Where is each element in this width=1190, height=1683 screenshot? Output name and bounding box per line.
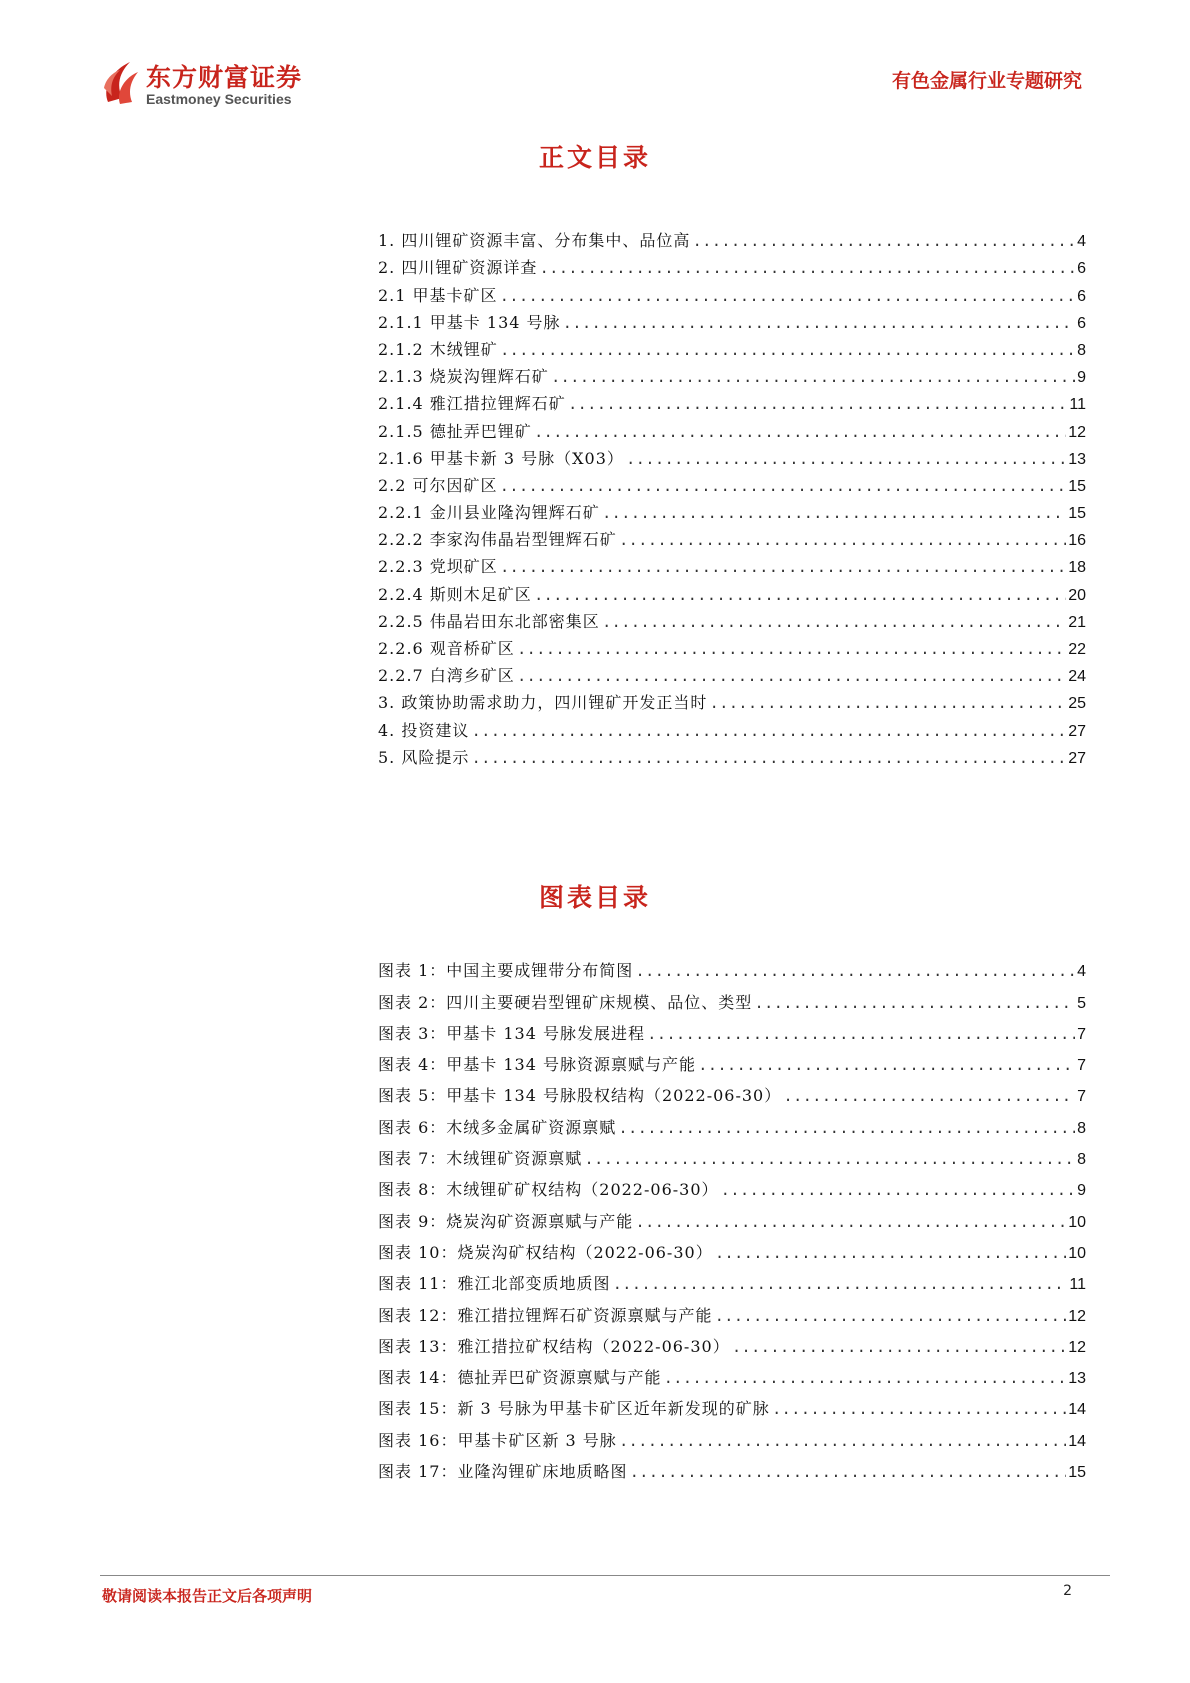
- toc-entry-label: 2.2.4 斯则木足矿区: [378, 584, 532, 604]
- body-toc-entry[interactable]: [378, 605, 1086, 632]
- toc-entry-page: 14: [1068, 1432, 1086, 1450]
- toc-entry-page: 16: [1068, 532, 1086, 550]
- toc-entry-page: 9: [1077, 369, 1086, 387]
- toc-entry-page: 15: [1068, 505, 1086, 523]
- body-toc-entry[interactable]: [378, 360, 1086, 387]
- toc-dot-leader: [517, 668, 1066, 686]
- footer-divider: [100, 1575, 1110, 1576]
- toc-entry-label: 图表 9：烧炭沟矿资源禀赋与产能: [378, 1211, 634, 1231]
- company-logo: [100, 58, 330, 114]
- toc-entry-label: 图表 4：甲基卡 134 号脉资源禀赋与产能: [378, 1055, 696, 1075]
- toc-entry-page: 24: [1068, 668, 1086, 686]
- figure-toc-entry[interactable]: [378, 1075, 1086, 1106]
- body-toc-entry[interactable]: [378, 469, 1086, 496]
- body-toc-entry[interactable]: [378, 713, 1086, 740]
- toc-entry-label: 2.1.2 木绒锂矿: [378, 339, 498, 359]
- body-toc-entry[interactable]: [378, 414, 1086, 441]
- toc-entry-page: 6: [1077, 260, 1086, 278]
- toc-dot-leader: [714, 1308, 1066, 1326]
- figure-toc-entry[interactable]: [378, 1200, 1086, 1231]
- toc-dot-leader: [584, 1151, 1075, 1169]
- toc-dot-leader: [772, 1401, 1066, 1419]
- toc-dot-leader: [534, 587, 1066, 605]
- toc-entry-page: 25: [1068, 695, 1086, 713]
- toc-entry-page: 21: [1068, 613, 1086, 631]
- toc-entry-label: 图表 2：四川主要硬岩型锂矿床规模、品位、类型: [378, 992, 753, 1012]
- toc-dot-leader: [551, 369, 1075, 387]
- toc-dot-leader: [500, 288, 1076, 306]
- body-toc-entry[interactable]: [378, 333, 1086, 360]
- toc-entry-label: 2.1.5 德扯弄巴锂矿: [378, 421, 532, 441]
- figure-toc-entry[interactable]: [378, 1232, 1086, 1263]
- toc-entry-label: 2. 四川锂矿资源详查: [378, 258, 538, 278]
- toc-entry-label: 图表 12：雅江措拉锂辉石矿资源禀赋与产能: [378, 1305, 713, 1325]
- toc-entry-label: 图表 5：甲基卡 134 号脉股权结构（2022-06-30）: [378, 1086, 782, 1106]
- toc-entry-page: 4: [1077, 233, 1086, 251]
- toc-dot-leader: [602, 614, 1066, 632]
- figure-toc-entry[interactable]: [378, 950, 1086, 981]
- toc-entry-page: 15: [1068, 1464, 1086, 1482]
- toc-dot-leader: [500, 559, 1066, 577]
- toc-dot-leader: [754, 995, 1075, 1013]
- page-number: 2: [1063, 1583, 1072, 1599]
- toc-entry-label: 图表 16：甲基卡矿区新 3 号脉: [378, 1430, 617, 1450]
- body-toc-list: [378, 224, 1086, 768]
- toc-entry-page: 15: [1068, 477, 1086, 495]
- figure-toc-entry[interactable]: [378, 1013, 1086, 1044]
- toc-dot-leader: [612, 1276, 1067, 1294]
- toc-dot-leader: [709, 695, 1066, 713]
- toc-entry-page: 18: [1068, 559, 1086, 577]
- toc-entry-label: 2.2.2 李家沟伟晶岩型锂辉石矿: [378, 530, 617, 550]
- report-category-title: 有色金属行业专题研究: [891, 70, 1082, 92]
- toc-entry-page: 8: [1077, 341, 1086, 359]
- toc-entry-page: 4: [1077, 963, 1086, 981]
- toc-entry-label: 2.1.1 甲基卡 134 号脉: [378, 312, 561, 332]
- toc-entry-page: 12: [1068, 423, 1086, 441]
- toc-entry-label: 2.1.6 甲基卡新 3 号脉（X03）: [378, 448, 624, 468]
- toc-dot-leader: [732, 1339, 1067, 1357]
- toc-entry-label: 图表 7：木绒锂矿资源禀赋: [378, 1149, 583, 1169]
- logo-english-name: Eastmoney Securities: [146, 91, 292, 107]
- toc-entry-page: 11: [1069, 1276, 1086, 1294]
- toc-dot-leader: [629, 1464, 1066, 1482]
- toc-entry-page: 8: [1077, 1151, 1086, 1169]
- toc-entry-page: 20: [1068, 586, 1086, 604]
- toc-dot-leader: [698, 1057, 1075, 1075]
- figure-toc-title: 图表目录: [538, 883, 651, 912]
- toc-dot-leader: [539, 260, 1075, 278]
- toc-entry-label: 2.2.7 白湾乡矿区: [378, 666, 515, 686]
- body-toc-entry[interactable]: [378, 686, 1086, 713]
- toc-entry-page: 10: [1068, 1244, 1086, 1262]
- toc-entry-label: 图表 3：甲基卡 134 号脉发展进程: [378, 1023, 645, 1043]
- body-toc-entry[interactable]: [378, 442, 1086, 469]
- figure-toc-entry[interactable]: [378, 1263, 1086, 1294]
- figure-toc-entry[interactable]: [378, 1451, 1086, 1482]
- toc-entry-label: 2.2 可尔因矿区: [378, 475, 498, 495]
- toc-entry-page: 7: [1077, 1057, 1086, 1075]
- toc-entry-page: 11: [1069, 396, 1086, 414]
- toc-entry-page: 13: [1068, 450, 1086, 468]
- toc-entry-page: 7: [1077, 1088, 1086, 1106]
- figure-toc-entry[interactable]: [378, 1294, 1086, 1325]
- toc-entry-label: 图表 8：木绒锂矿矿权结构（2022-06-30）: [378, 1180, 719, 1200]
- toc-entry-label: 2.2.1 金川县业隆沟锂辉石矿: [378, 503, 600, 523]
- body-toc-entry[interactable]: [378, 496, 1086, 523]
- body-toc-entry[interactable]: [378, 224, 1086, 251]
- toc-entry-page: 6: [1077, 314, 1086, 332]
- toc-dot-leader: [471, 750, 1066, 768]
- toc-entry-label: 图表 13：雅江措拉矿权结构（2022-06-30）: [378, 1336, 730, 1356]
- toc-dot-leader: [647, 1026, 1075, 1044]
- toc-entry-label: 3. 政策协助需求助力，四川锂矿开发正当时: [378, 693, 708, 713]
- toc-entry-label: 图表 15：新 3 号脉为甲基卡矿区近年新发现的矿脉: [378, 1399, 770, 1419]
- toc-dot-leader: [635, 1214, 1066, 1232]
- toc-entry-page: 10: [1068, 1213, 1086, 1231]
- toc-entry-page: 9: [1077, 1182, 1086, 1200]
- toc-dot-leader: [626, 451, 1066, 469]
- body-toc-title: 正文目录: [538, 143, 651, 172]
- toc-entry-page: 8: [1077, 1119, 1086, 1137]
- toc-dot-leader: [534, 424, 1066, 442]
- toc-entry-label: 1. 四川锂矿资源丰富、分布集中、品位高: [378, 231, 691, 251]
- logo-chinese-name: 东方财富证券: [146, 63, 303, 92]
- toc-entry-page: 7: [1077, 1025, 1086, 1043]
- figure-toc-entry[interactable]: [378, 1419, 1086, 1450]
- toc-entry-page: 27: [1068, 749, 1086, 767]
- toc-entry-page: 27: [1068, 722, 1086, 740]
- body-toc-entry[interactable]: [378, 251, 1086, 278]
- toc-dot-leader: [563, 315, 1076, 333]
- toc-entry-label: 图表 10：烧炭沟矿权结构（2022-06-30）: [378, 1242, 713, 1262]
- toc-entry-page: 6: [1077, 287, 1086, 305]
- body-toc-entry[interactable]: [378, 523, 1086, 550]
- figure-toc-entry[interactable]: [378, 1106, 1086, 1137]
- toc-entry-label: 图表 17：业隆沟锂矿床地质略图: [378, 1462, 628, 1482]
- toc-dot-leader: [500, 342, 1075, 360]
- figure-toc-entry[interactable]: [378, 1388, 1086, 1419]
- toc-entry-label: 2.1.4 雅江措拉锂辉石矿: [378, 394, 566, 414]
- toc-dot-leader: [618, 1120, 1075, 1138]
- toc-entry-page: 22: [1068, 641, 1086, 658]
- footer-disclaimer: 敬请阅读本报告正文后各项声明: [102, 1587, 313, 1605]
- body-toc-entry[interactable]: [378, 278, 1086, 305]
- toc-entry-page: 12: [1068, 1307, 1086, 1325]
- toc-entry-label: 2.2.3 党坝矿区: [378, 557, 498, 577]
- body-toc-entry[interactable]: [378, 306, 1086, 333]
- toc-entry-page: 13: [1068, 1370, 1086, 1388]
- body-toc-entry[interactable]: [378, 387, 1086, 414]
- toc-dot-leader: [663, 1370, 1066, 1388]
- toc-entry-label: 2.1 甲基卡矿区: [378, 285, 498, 305]
- toc-dot-leader: [783, 1088, 1075, 1106]
- toc-entry-label: 图表 14：德扯弄巴矿资源禀赋与产能: [378, 1368, 662, 1388]
- eastmoney-logo-icon: [100, 58, 140, 108]
- toc-dot-leader: [715, 1245, 1067, 1263]
- toc-entry-page: 14: [1068, 1401, 1086, 1419]
- toc-entry-label: 2.1.3 烧炭沟锂辉石矿: [378, 367, 549, 387]
- toc-dot-leader: [517, 641, 1066, 659]
- toc-dot-leader: [635, 963, 1075, 981]
- toc-entry-label: 2.2.5 伟晶岩田东北部密集区: [378, 611, 600, 631]
- body-toc-entry[interactable]: [378, 741, 1086, 768]
- toc-dot-leader: [692, 233, 1075, 251]
- toc-dot-leader: [471, 723, 1066, 741]
- toc-entry-label: 5. 风险提示: [378, 747, 470, 767]
- body-toc-entry[interactable]: [378, 632, 1086, 659]
- toc-dot-leader: [721, 1182, 1076, 1200]
- toc-entry-page: 5: [1077, 994, 1086, 1012]
- body-toc-entry[interactable]: [378, 577, 1086, 604]
- toc-entry-page: 12: [1068, 1338, 1086, 1356]
- toc-dot-leader: [500, 478, 1067, 496]
- figure-toc-entry[interactable]: [378, 1357, 1086, 1388]
- toc-entry-label: 4. 投资建议: [378, 720, 470, 740]
- figure-toc-entry[interactable]: [378, 1044, 1086, 1075]
- figure-toc-entry[interactable]: [378, 1138, 1086, 1169]
- body-toc-entry[interactable]: [378, 550, 1086, 577]
- toc-entry-label: 图表 1：中国主要成锂带分布简图: [378, 961, 634, 981]
- toc-entry-label: 图表 6：木绒多金属矿资源禀赋: [378, 1117, 617, 1137]
- figure-toc-entry[interactable]: [378, 981, 1086, 1012]
- figure-toc-list: [378, 950, 1086, 1482]
- toc-dot-leader: [602, 505, 1066, 523]
- figure-toc-entry[interactable]: [378, 1326, 1086, 1357]
- toc-dot-leader: [619, 532, 1066, 550]
- body-toc-entry[interactable]: [378, 659, 1086, 686]
- toc-entry-label: 图表 11：雅江北部变质地质图: [378, 1274, 611, 1294]
- figure-toc-entry[interactable]: [378, 1169, 1086, 1200]
- toc-dot-leader: [568, 396, 1068, 414]
- toc-entry-label: 2.2.6 观音桥矿区: [378, 639, 515, 658]
- toc-dot-leader: [619, 1433, 1066, 1451]
